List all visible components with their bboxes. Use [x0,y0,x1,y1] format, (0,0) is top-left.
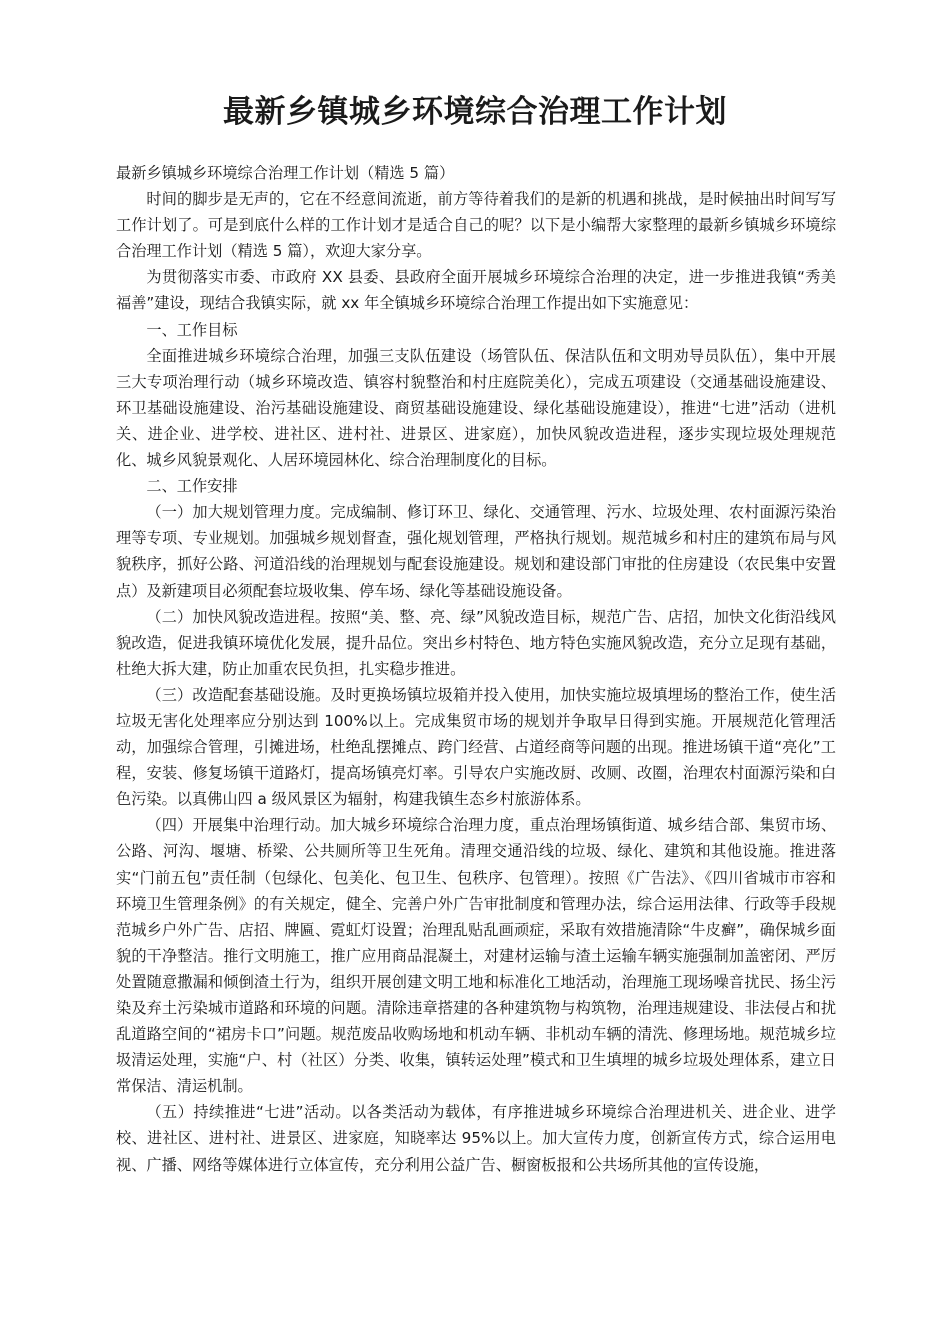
document-body [116,160,836,1178]
document-subtitle: 最新乡镇城乡环境综合治理工作计划（精选 5 篇） [116,164,455,182]
paragraph-item-4: （四）开展集中治理行动。加大城乡环境综合治理力度，重点治理场镇街道、城乡结合部、集贸市场、公路、河沟、堰塘、桥梁、公共厕所等卫生死角。清理交通沿线的垃圾、绿化、建筑和其他设施。推进落实“门前五包”责任制（包绿化、包美化、包卫生、包秩序、包管理）。按照《广告法》、《四川省城市市容和环境卫生管理条例》的有关规定，健全、完善户外广告审批制度和管理办法，综合运用法律、行政等手段规范城乡户外广告、店招、牌匾、霓虹灯设置；治理乱贴乱画顽症，采取有效措施清除“牛皮癣”，确保城乡面貌的干净整洁。推行文明施工，推广应用商品混凝土，对建材运输与渣土运输车辆实施强制加盖密闭、严厉处置随意撒漏和倾倒渣土行为，组织开展创建文明工地和标准化工地活动，治理施工现场噪音扰民、扬尘污染及弃土污染城市道路和环境的问题。清除违章搭建的各种建筑物与构筑物，治理违规建设、非法侵占和扰乱道路空间的“裙房卡口”问题。规范废品收购场地和机动车辆、非机动车辆的清洗、修理场地。规范城乡垃圾清运处理，实施“户、村（社区）分类、收集，镇转运处理”模式和卫生填埋的城乡垃圾处理体系，建立日常保洁、清运机制。 [116,816,836,1096]
paragraph-background: 为贯彻落实市委、市政府 XX 县委、县政府全面开展城乡环境综合治理的决定，进一步推进我镇“秀美福善”建设，现结合我镇实际，就 xx 年全镇城乡环境综合治理工作提出如下实施意见： [116,268,836,313]
paragraph-item-1: （一）加大规划管理力度。完成编制、修订环卫、绿化、交通管理、污水、垃圾处理、农村面源污染治理等专项、专业规划。加强城乡规划督查，强化规划管理，严格执行规划。规范城乡和村庄的建筑布局与风貌秩序，抓好公路、河道沿线的治理规划与配套设施建设。规划和建设部门审批的住房建设（农民集中安置点）及新建项目必须配套垃圾收集、停车场、绿化等基础设施设备。 [116,503,836,600]
document-title: 最新乡镇城乡环境综合治理工作计划 [223,94,727,130]
paragraph-item-2: （二）加快风貌改造进程。按照“美、整、亮、绿”风貌改造目标，规范广告、店招，加快文化街沿线风貌改造，促进我镇环境优化发展，提升品位。突出乡村特色、地方特色实施风貌改造，充分立足现有基础，杜绝大拆大建，防止加重农民负担，扎实稳步推进。 [116,607,836,678]
paragraph-item-5: （五）持续推进“七进”活动。以各类活动为载体，有序推进城乡环境综合治理进机关、进企业、进学校、进社区、进村社、进景区、进家庭，知晓率达 95%以上。加大宣传力度，创新宣传方式，综合运用电视、广播、网络等媒体进行立体宣传，充分利用公益广告、橱窗板报和公共场所其他的宣传设施， [116,1103,836,1174]
section-heading-arrangements: 二、工作安排 [146,477,238,496]
section-heading-goals: 一、工作目标 [146,320,238,339]
paragraph-goals: 全面推进城乡环境综合治理，加强三支队伍建设（场管队伍、保洁队伍和文明劝导员队伍），集中开展三大专项治理行动（城乡环境改造、镇容村貌整治和村庄庭院美化），完成五项建设（交通基础设施建设、环卫基础设施建设、治污基础设施建设、商贸基础设施建设、绿化基础设施建设），推进“七进”活动（进机关、进企业、进学校、进社区、进村社、进景区、进家庭），加快风貌改造进程，逐步实现垃圾处理规范化、城乡风貌景观化、人居环境园林化、综合治理制度化的目标。 [116,346,836,470]
paragraph-intro: 时间的脚步是无声的，它在不经意间流逝，前方等待着我们的是新的机遇和挑战，是时候抽出时间写写工作计划了。可是到底什么样的工作计划才是适合自己的呢？以下是小编帮大家整理的最新乡镇城乡环境综合治理工作计划（精选 5 篇），欢迎大家分享。 [116,190,836,261]
paragraph-item-3: （三）改造配套基础设施。及时更换场镇垃圾箱并投入使用，加快实施垃圾填埋场的整治工作，使生活垃圾无害化处理率应分别达到 100%以上。完成集贸市场的规划并争取早日得到实施。开展规范化管理活动，加强综合管理，引摊进场，杜绝乱摆摊点、跨门经营、占道经商等问题的出现。推进场镇干道“亮化”工程，安装、修复场镇干道路灯，提高场镇亮灯率。引导农户实施改厨、改厕、改圈，治理农村面源污染和白色污染。以真佛山四 a 级风景区为辐射，构建我镇生态乡村旅游体系。 [116,685,836,809]
